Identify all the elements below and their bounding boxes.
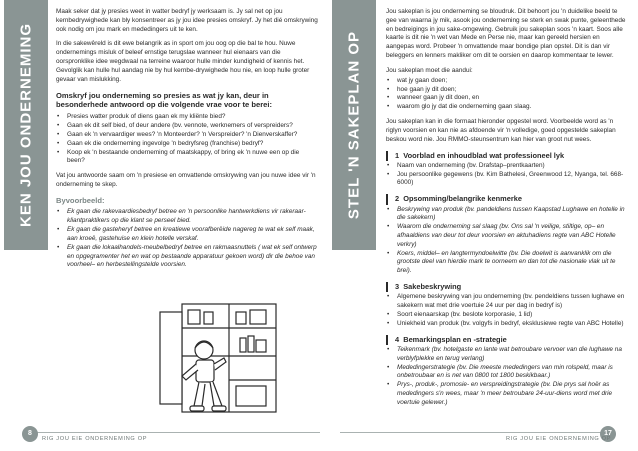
question-item: • Presies watter produk of diens gaan ek my kliënte bied? bbox=[56, 113, 318, 122]
left-paragraph: Maak seker dat jy presies weet in watter bedryf jy werksaam is. Jy sal net op jou kernbedrywighede kan bly konsentreer as jy jou idee presies omskryf. Jy het dié omskrywing ook nodig om jou mark en mededingers uit te ken. bbox=[56, 8, 318, 33]
section-item-list bbox=[386, 293, 628, 328]
section-item: • Jou persoonlike gegewens (bv. Kim Bathelesi, Greenwood 12, Nyanga, tel. 668-6000) bbox=[386, 171, 628, 189]
section-number: 4 bbox=[395, 334, 400, 344]
right-footer-rule bbox=[340, 432, 606, 433]
section-title-text: Bemarkingsplan en -strategie bbox=[403, 334, 507, 344]
question-list bbox=[56, 113, 318, 166]
left-paragraph: In die sakewêreld is dit ewe belangrik as in sport om jou oog op die bal te hou. Nuwe ondernemings misluk of beleef ernstige terugslae wanneer hul eienaars van die oorspronklike idee wegdwaal na terreine waaroor hulle minder kundigheid of kennis het. Gevolglik kan hulle hul aandag nie by hul kernbe-drywighede hou nie, en loop hulle groter gevaar van mislukking. bbox=[56, 40, 310, 83]
example-item: • Ek gaan die gasteheryf betree en kreatiewe voorafberëide nagereg te wat ek self maak, aan kroeë, gastehuise en klein hotelle verskaf. bbox=[56, 226, 318, 244]
section-title bbox=[386, 335, 628, 345]
section-item: • Algemene beskrywing van jou onderneming (bv. pendeldiens tussen lughawe en sakekern wat met drie voertuie 24 uur per dag in bedryf is) bbox=[386, 293, 628, 311]
right-paragraph: Jou sakeplan moet die aandui: bbox=[386, 66, 473, 74]
example-heading: Byvoorbeeld: bbox=[56, 195, 105, 205]
section-item: • Prys-, produk-, promosie- en verspreidingstrategie (bv. Die prys sal hoër as mededingers s'n wees, maar 'n meer betroubare 24-uur-diens word met drie voertuie gelewer.) bbox=[386, 381, 628, 407]
lead-question: Omskryf jou onderneming so presies as wat jy kan, deur in besonderhede antwoord op die volgende vrae voor te berei: bbox=[56, 90, 273, 110]
example-item: • Ek gaan die lokaalhandels-meubelbedryf betree en rakmaasnuttels ( wat ek self ontwerp en opgegramenter het en wat op bestaande apparatuur gekoen word) dir die behoe van voorheel– en herbestellingstelde voorsien. bbox=[56, 244, 318, 270]
right-page-column bbox=[386, 8, 628, 414]
right-paragraph: Jou sakeplan is jou onderneming se bloudruk. Dit behoort jou 'n duidelike beeld te gee van waarna jy mik, asook jou onderneming se sterk en swak punte, geleenthede en bedreigings in jou sake-omgewing. Gebruik jou sakeplan soos 'n kaart. Soos alle kaarte is dit nie 'n wet van Mede en Perse nie, maar kan gereeld hersien en aangepas word. Probeer 'n omvattende maar bondige plan opstel. Dit is dan vir beleggers en lenners makliker om dit te oorsien en daarop kommentaar te lewer. bbox=[386, 8, 626, 60]
right-sidebar-title: STEL 'N SAKEPLAN OP bbox=[345, 30, 363, 220]
left-sidebar-title: KEN JOU ONDERNEMING bbox=[17, 22, 35, 228]
left-sidebar-band bbox=[4, 0, 48, 250]
section-item-list bbox=[386, 162, 628, 188]
section-item: • Koers, middel– en langtermyndoelwitte (bv. Die doelwit is aanvanklik om die grootste deel van hierdie mark te oorneem en dan tot die nasionale vlak uit te brei). bbox=[386, 250, 628, 276]
framework-paragraph: Jou sakeplan kan in die formaat hieronder opgestel word. Voorbeelde word as 'n riglyn voorsien en kan nie as afdoende vir 'n volledige, goed opgestelde sakeplan beskou word nie. Jou RMMO-steunsentrum kan hier van groot nut wees. bbox=[386, 118, 616, 143]
plan-item: • hoe gaan jy dit doen; bbox=[386, 86, 628, 95]
plan-section-1 bbox=[386, 151, 628, 189]
section-number: 1 bbox=[395, 150, 400, 160]
section-item: • Beskrywing van produk (bv. pandeldiens tussen Kaapstad Lughawe en hotelle in die sakekern) bbox=[386, 206, 628, 224]
section-item-list bbox=[386, 346, 628, 408]
plan-section-2 bbox=[386, 194, 628, 276]
plan-section-4 bbox=[386, 335, 628, 408]
section-title bbox=[386, 151, 628, 161]
example-list bbox=[56, 208, 318, 270]
cupboard-cartoon-illustration bbox=[152, 298, 288, 418]
section-item: • Naam van onderneming (bv. Drafstap–prentkaarten) bbox=[386, 162, 628, 171]
section-item: • Uniekheid van produk (bv. volgyfs in bedryf, eksklusiewe regte van ABC Hotelle) bbox=[386, 320, 628, 329]
plan-list bbox=[386, 77, 628, 112]
plan-item: • wanneer gaan jy dit doen, en bbox=[386, 94, 628, 103]
section-title-text: Voorblad en inhoudblad wat professioneel lyk bbox=[403, 150, 565, 160]
section-item-list bbox=[386, 206, 628, 277]
section-title-text: Opsomming/belangrike kenmerke bbox=[403, 194, 522, 204]
right-running-footer: RIG JOU EIE ONDERNEMING OP bbox=[506, 436, 612, 442]
section-item: • Soort eienaarskap (bv. beslote korporasie, 1 lid) bbox=[386, 311, 628, 320]
plan-item: • wat jy gaan doen; bbox=[386, 77, 628, 86]
left-page-number: 8 bbox=[22, 426, 38, 442]
section-title bbox=[386, 194, 628, 204]
question-item: • Gaan ek 'n vervaardiger wees? 'n Monteerder? 'n Verspreider? 'n Dienverskaffer? bbox=[56, 131, 318, 140]
plan-section-3 bbox=[386, 282, 628, 329]
right-page-number: 17 bbox=[600, 426, 616, 442]
example-item: • Ek gaan die rakevaardiesbedryf betree en 'n persoonlike hantwerkdiens vir rakeraar-kliantpraktikers op die klant se perseel bied. bbox=[56, 208, 318, 226]
left-running-footer: RIG JOU EIE ONDERNEMING OP bbox=[42, 436, 148, 442]
left-footer-rule bbox=[30, 432, 320, 433]
question-item: • Gaan ek dit self bied, of deur andere (bv. vennote, werknemers of verspreiders? bbox=[56, 122, 318, 131]
section-number: 3 bbox=[395, 282, 400, 292]
question-item: • Koop ek 'n bestaande onderneming of maatskappy, of bring ek 'n nuwe een op die been? bbox=[56, 149, 318, 167]
section-title bbox=[386, 282, 628, 292]
section-title-text: Sakebeskrywing bbox=[403, 282, 462, 292]
right-sidebar-band bbox=[332, 0, 376, 250]
section-item: • Mededingerstrategie (bv. Die meeste mededingers van min rolspeld, maar is onbetroubaar en is net van 0800 tot 1800 beskikbaar.) bbox=[386, 364, 628, 382]
plan-item: • waarom glo jy dat die onderneming gaan slaag. bbox=[386, 103, 628, 112]
closing-paragraph: Vat jou antwoorde saam om 'n presiese en omvattende omskrywing van jou nuwe idee vir 'n onderneming te skep. bbox=[56, 172, 316, 189]
section-item: • Waarom die onderneming sal slaag (bv. Ons sal 'n veilige, stiltige, op– en afhaaldiens van deur tot deur voorsien en aktuhadiens regte van ABC Hotelle verkry) bbox=[386, 223, 628, 249]
question-item: • Gaan ek die onderneming ingevolge 'n bedryfsreg (franchise) bedryf? bbox=[56, 140, 318, 149]
section-item: • Teikenmark (bv. hotelgaste en lante wat betroubare vervoer van die lughawe na verblyfplekke en terug verlang) bbox=[386, 346, 628, 364]
section-number: 2 bbox=[395, 194, 400, 204]
left-page-column bbox=[56, 8, 318, 276]
